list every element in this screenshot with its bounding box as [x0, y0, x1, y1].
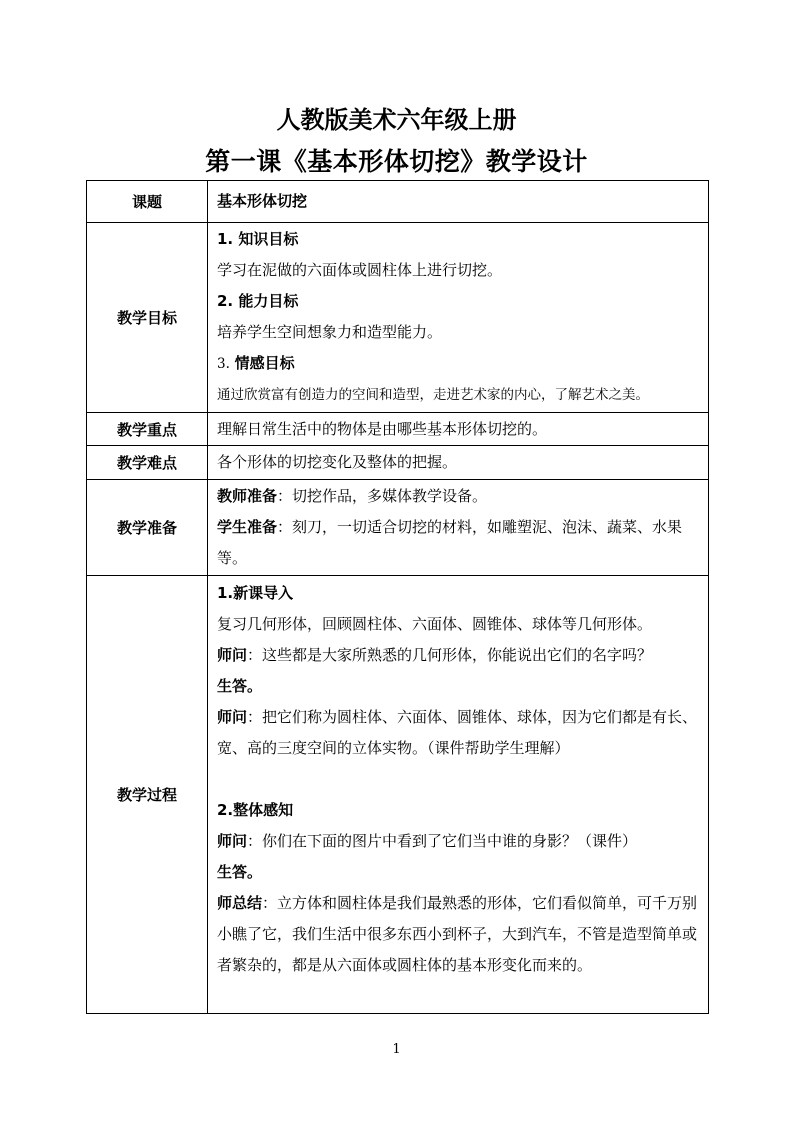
teacher-preparation-label: 教师准备 [217, 487, 278, 505]
table-row-process [87, 576, 709, 1014]
lesson-plan-table [86, 180, 709, 1014]
section2-summary [217, 888, 700, 981]
section1-answer1: 生答。 [217, 677, 263, 695]
table-row-topic [87, 181, 709, 223]
knowledge-text: 学习在泥做的六面体或圆柱体上进行切挖。 [217, 261, 503, 279]
section2-summary-text: ：立方体和圆柱体是我们最熟悉的形体，它们看似简单，可千万别小瞧了它，我们生活中很多东西小到杯子，大到汽车，不管是造型简单或者繁杂的，都是从六面体或圆柱体的基本形变化而来的。 [217, 894, 698, 974]
section1-question2 [217, 702, 700, 764]
teacher-preparation [217, 481, 700, 512]
section2-answer1: 生答。 [217, 863, 263, 881]
section2-question1-text: ：你们在下面的图片中看到了它们当中谁的身影？（课件） [247, 832, 638, 850]
difficulty-label: 教学难点 [87, 446, 208, 480]
emotion-heading: 情感目标 [234, 354, 295, 372]
section1-question1-label: 师问 [217, 646, 248, 664]
section1-text: 复习几何形体，回顾圆柱体、六面体、圆锥体、球体等几何形体。 [217, 615, 653, 633]
preparation-content [208, 480, 709, 576]
teacher-preparation-text: ：切挖作品，多媒体教学设备。 [277, 487, 488, 505]
topic-value: 基本形体切挖 [208, 181, 709, 223]
table-row-key-point [87, 413, 709, 446]
student-preparation-text: ：刻刀，一切适合切挖的材料，如雕塑泥、泡沫、蔬菜、水果等。 [217, 518, 683, 567]
ability-heading: 2. 能力目标 [217, 292, 299, 310]
topic-label: 课题 [87, 181, 208, 223]
emotion-text: 通过欣赏富有创造力的空间和造型，走进艺术家的内心，了解艺术之美。 [217, 387, 649, 403]
key-point-label: 教学重点 [87, 413, 208, 446]
section2-heading: 2.整体感知 [217, 801, 294, 819]
document-subtitle: 第一课《基本形体切挖》教学设计 [205, 147, 588, 176]
process-content [208, 576, 709, 1014]
section1-question2-label: 师问 [217, 708, 248, 726]
objectives-label: 教学目标 [87, 223, 208, 413]
section2-question1 [217, 826, 700, 857]
emotion-number: 3. [217, 356, 230, 372]
page-number: 1 [392, 1042, 401, 1057]
key-point-value: 理解日常生活中的物体是由哪些基本形体切挖的。 [208, 413, 709, 446]
document-title: 人教版美术六年级上册 [276, 106, 517, 134]
preparation-label: 教学准备 [87, 480, 208, 576]
ability-text: 培养学生空间想象力和造型能力。 [217, 323, 443, 341]
section2-question1-label: 师问 [217, 832, 248, 850]
spacer [217, 764, 700, 795]
student-preparation [217, 512, 700, 574]
objectives-content [208, 223, 709, 413]
table-row-preparation [87, 480, 709, 576]
section1-question2-text: ：把它们称为圆柱体、六面体、圆锥体、球体，因为它们都是有长、宽、高的三度空间的立体实物。（课件帮助学生理解） [217, 708, 698, 757]
process-label: 教学过程 [87, 576, 208, 1014]
section2-summary-label: 师总结 [217, 894, 263, 912]
section1-question1-text: ：这些都是大家所熟悉的几何形体，你能说出它们的名字吗？ [247, 646, 653, 664]
difficulty-value: 各个形体的切挖变化及整体的把握。 [208, 446, 709, 480]
knowledge-heading: 1. 知识目标 [217, 230, 299, 248]
section1-question1 [217, 640, 700, 671]
table-row-objectives [87, 223, 709, 413]
student-preparation-label: 学生准备 [217, 518, 278, 536]
section1-heading: 1.新课导入 [217, 584, 294, 602]
table-row-difficulty [87, 446, 709, 480]
emotion-heading-line [217, 348, 700, 380]
